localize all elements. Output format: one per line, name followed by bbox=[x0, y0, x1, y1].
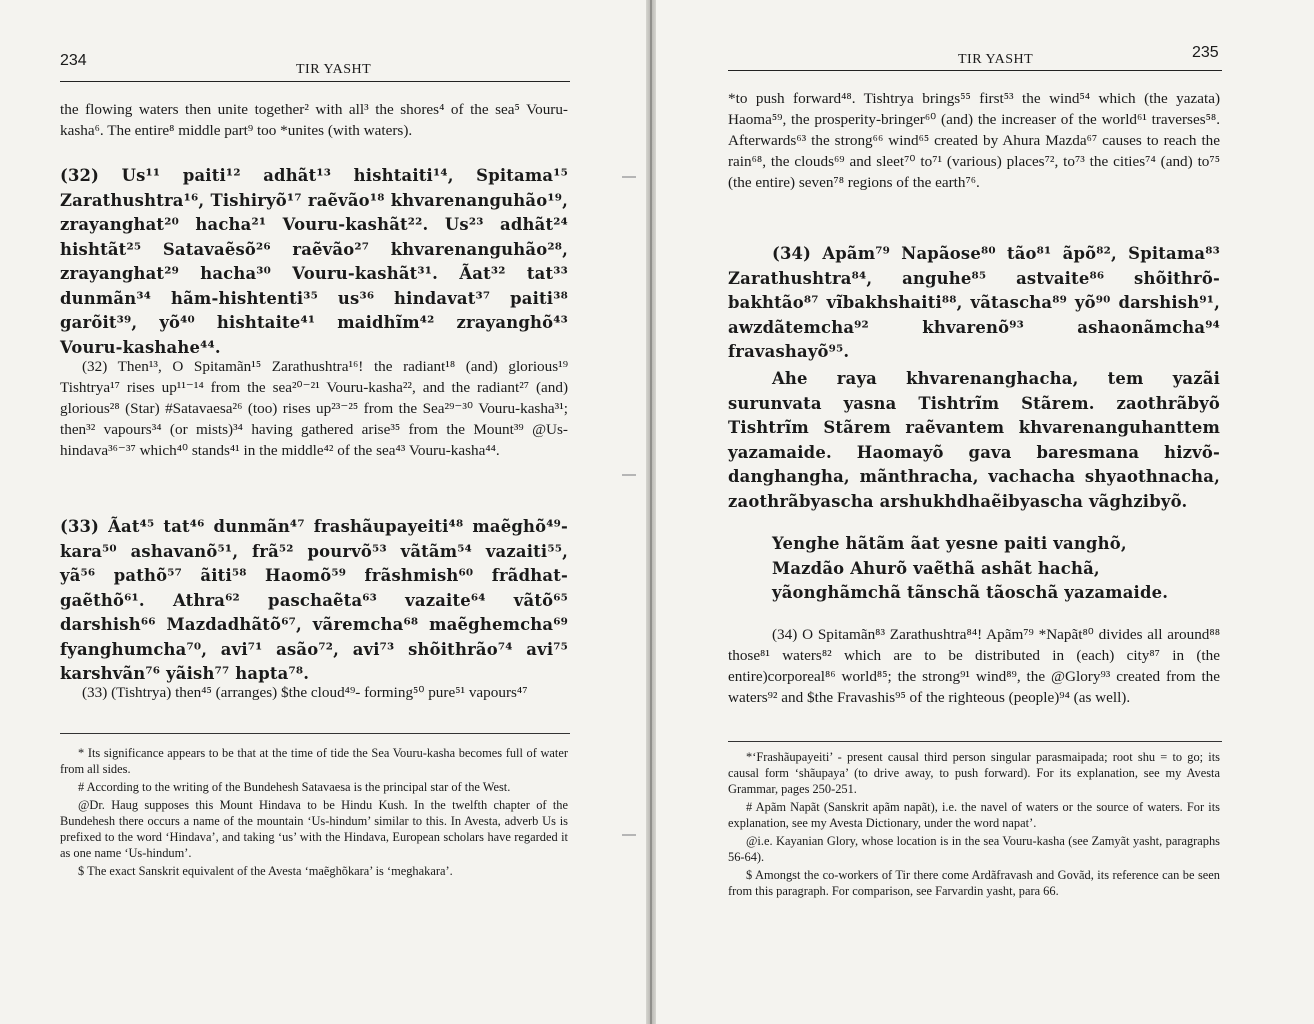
footnotes bbox=[728, 749, 1220, 901]
running-head: TIR YASHT bbox=[296, 62, 372, 77]
intro-paragraph: the flowing waters then unite together² with all³ the shores⁴ of the sea⁵ Vouru-kasha⁶. The entire⁸ middle part⁹ too *unites (with waters). bbox=[60, 101, 568, 139]
page-number: 235 bbox=[1192, 44, 1219, 61]
prayer-line: yãonghãmchã tãnschã tãoschã yazamaide. bbox=[772, 583, 1169, 602]
prayer-line: Mazdão Ahurõ vaẽthã ashãt hachã, bbox=[772, 558, 1100, 578]
intro-paragraph: *to push forward⁴⁸. Tishtrya brings⁵⁵ first⁵³ the wind⁵⁴ which (the yazata) Haoma⁵⁹, the prosperity-bringer⁶⁰ (and) the increaser of the world⁶¹ traverses⁵⁸. Afterwards⁶³ the strong⁶⁶ wind⁶⁵ created by Ahura Mazda⁶⁷ causes to reach the rain⁶⁸, the clouds⁶⁹ and sleet⁷⁰ to⁷¹ (various) places⁷², to⁷³ the cities⁷⁴ (and) to⁷⁵ (the entire) seven⁷⁸ regions of the earth⁷⁶. bbox=[728, 90, 1220, 191]
footnote: @i.e. Kayanian Glory, whose location is in the sea Vouru-kasha (see Zamyãt yasht, paragraphs 56-64). bbox=[728, 834, 1220, 864]
footnote: # Apãm Napãt (Sanskrit apãm napãt), i.e. the navel of waters or the source of waters. For its explanation, see my Avesta Dictionary, under the word napat’. bbox=[728, 800, 1220, 830]
header-rule bbox=[60, 81, 570, 82]
prayer-yenghe-hatam bbox=[772, 532, 1212, 606]
margin-mark bbox=[622, 474, 636, 476]
book-gutter bbox=[646, 0, 656, 1024]
avesta-verse-32: (32) Us¹¹ paiti¹² adhãt¹³ hishtaiti¹⁴, Spitama¹⁵ Zarathushtra¹⁶, Tishiryõ¹⁷ raẽvão¹⁸ khvarenanguhão¹⁹, zrayanghat²⁰ hacha²¹ Vouru-kashãt²². Us²³ adhãt²⁴ hishtãt²⁵ Satavaẽsõ²⁶ raẽvão²⁷ khvarenanguhão²⁸, zrayanghat²⁹ hacha³⁰ Vouru-kashãt³¹. Ãat³² tat³³ dunmãn³⁴ hãm-hishtenti³⁵ us³⁶ hindavat³⁷ paiti³⁸ garõit³⁹, yõ⁴⁰ hishtaite⁴¹ maidhĩm⁴² zrayanghõ⁴³ Vouru-kashahe⁴⁴. bbox=[60, 166, 568, 357]
footnote-rule bbox=[728, 741, 1222, 742]
header-rule bbox=[728, 70, 1222, 71]
translation-33: (33) (Tishtrya) then⁴⁵ (arranges) $the cloud⁴⁹- forming⁵⁰ pure⁵¹ vapours⁴⁷ bbox=[82, 684, 528, 701]
footnote: $ The exact Sanskrit equivalent of the Avesta ‘maẽghõkara’ is ‘meghakara’. bbox=[78, 864, 453, 878]
prayer-ahe-raya: Ahe raya khvarenanghacha, tem yazãi surunvata yasna Tishtrĩm Stãrem. zaothrãbyõ Tishtrĩm Stãrem raẽvantem khvarenanguhanttem yazamaide. Haomayõ gava baresmana hizvõ-danghangha, mãnthracha, vachacha shyaothnacha, zaothrãbyascha arshukhdhaẽibyascha vãghzibyõ. bbox=[728, 369, 1220, 511]
running-head: TIR YASHT bbox=[958, 52, 1034, 67]
footnote: # According to the writing of the Bundehesh Satavaesa is the principal star of the West. bbox=[78, 780, 511, 794]
footnote: $ Amongst the co-workers of Tir there come Ardãfravash and Govãd, its reference can be seen from this paragraph. For comparison, see Farvardin yasht, para 66. bbox=[728, 868, 1220, 898]
left-page bbox=[0, 0, 646, 1024]
translation-34: (34) O Spitamãn⁸³ Zarathushtra⁸⁴! Apãm⁷⁹ *Napãt⁸⁰ divides all around⁸⁸ those⁸¹ waters⁸² which are to be distributed in (each) city⁸⁷ in (the entire)corporeal⁸⁶ world⁸⁵; the strong⁹¹ wind⁸⁹, the @Glory⁹³ created from the waters⁹² and $the Fravashis⁹⁵ of the righteous (people)⁹⁴ (as well). bbox=[728, 626, 1220, 706]
margin-mark bbox=[622, 834, 636, 836]
footnotes bbox=[60, 745, 568, 881]
footnote: @Dr. Haug supposes this Mount Hindava to be Hindu Kush. In the twelfth chapter of the Bundehesh there occurs a name of the mountain ‘Us-hindum’ similar to this. In Avesta, adverb Us is prefixed to the word ‘Hindava’, and taking ‘us’ with the Hindava, European scholars have regarded it as one name ‘Us-hindum’. bbox=[60, 798, 568, 860]
footnote: * Its significance appears to be that at the time of tide the Sea Vouru-kasha becomes full of water from all sides. bbox=[60, 746, 568, 776]
page-number: 234 bbox=[60, 52, 87, 69]
footnote: *‘Frashãupayeiti’ - present causal third person singular parasmaipada; root shu = to go; its causal form ‘shãupaya’ (to drive away, to push forward). For its explanation, see my Avesta Grammar, pages 250-251. bbox=[728, 750, 1220, 796]
avesta-verse-34: (34) Apãm⁷⁹ Napãose⁸⁰ tão⁸¹ ãpõ⁸², Spitama⁸³ Zarathushtra⁸⁴, anguhe⁸⁵ astvaite⁸⁶ shõithrõ-bakhtão⁸⁷ vĩbakhshaiti⁸⁸, vãtascha⁸⁹ yõ⁹⁰ darshish⁹¹, awzdãtemcha⁹² khvarenõ⁹³ ashaonãmcha⁹⁴ fravashayõ⁹⁵. bbox=[728, 244, 1220, 361]
prayer-line: Yenghe hãtãm ãat yesne paiti vanghõ, bbox=[772, 534, 1127, 553]
translation-32: (32) Then¹³, O Spitamãn¹⁵ Zarathushtra¹⁶! the radiant¹⁸ (and) glorious¹⁹ Tishtrya¹⁷ rises up¹¹⁻¹⁴ from the sea²⁰⁻²¹ Vouru-kasha²², and the radiant²⁷ (and) glorious²⁸ (Star) #Satavaesa²⁶ (too) rises up²³⁻²⁵ from the Sea²⁹⁻³⁰ Vouru-kasha³¹; then³² vapours³⁴ (or mists)³⁴ having gathered arise³⁵ from the Mount³⁹ @Us-hindava³⁶⁻³⁷ which⁴⁰ stands⁴¹ in the middle⁴² of the sea⁴³ Vouru-kasha⁴⁴. bbox=[60, 358, 568, 459]
avesta-verse-33: (33) Ãat⁴⁵ tat⁴⁶ dunmãn⁴⁷ frashãupayeiti⁴⁸ maẽghõ⁴⁹-kara⁵⁰ ashavanõ⁵¹, frã⁵² pourvõ⁵³ vãtãm⁵⁴ vazaiti⁵⁵, yã⁵⁶ pathõ⁵⁷ ãiti⁵⁸ Haomõ⁵⁹ frãshmish⁶⁰ frãdhat-gaẽthõ⁶¹. Athra⁶² paschaẽta⁶³ vazaite⁶⁴ vãtõ⁶⁵ darshish⁶⁶ Mazdadhãtõ⁶⁷, vãremcha⁶⁸ maẽghemcha⁶⁹ fyanghumcha⁷⁰, avi⁷¹ asão⁷², avi⁷³ shõithrão⁷⁴ avi⁷⁵ karshvãn⁷⁶ yãish⁷⁷ hapta⁷⁸. bbox=[60, 517, 568, 683]
margin-mark bbox=[622, 176, 636, 178]
footnote-rule bbox=[60, 733, 570, 734]
right-page bbox=[656, 0, 1314, 1024]
